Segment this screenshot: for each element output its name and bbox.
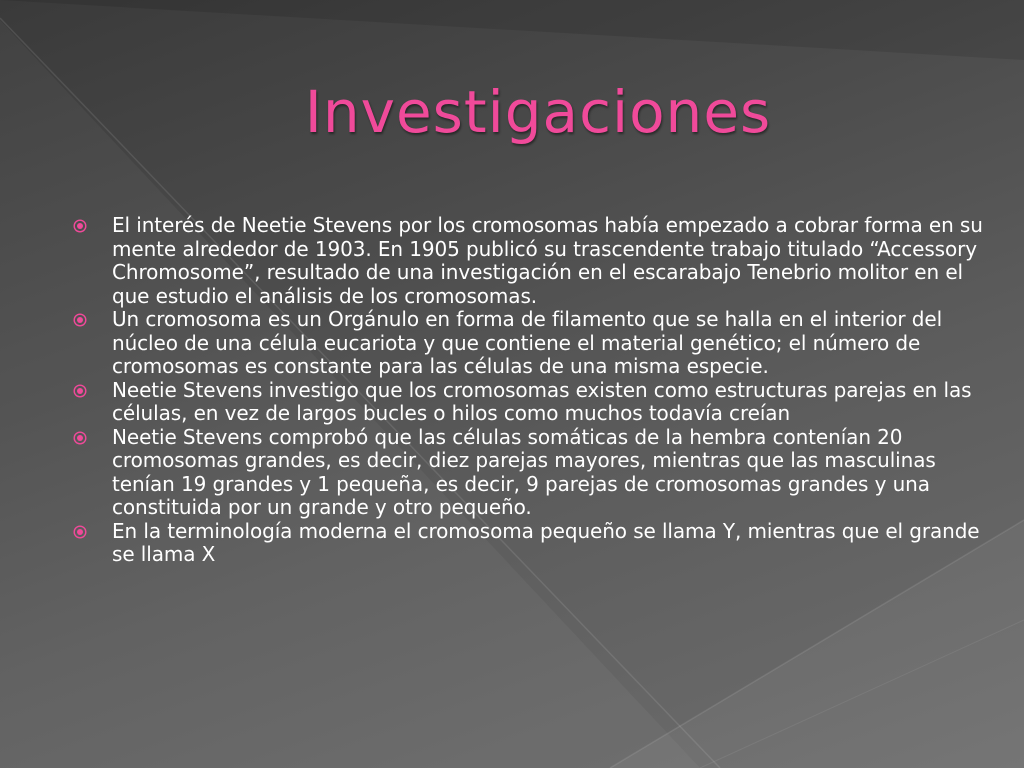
bullet-text: Neetie Stevens comprobó que las células somáticas de la hembra contenían 20 cromosomas grandes, es decir, diez parejas mayores, mientras que las masculinas tenían 19 grandes y 1 pequeña, es decir, 9 parejas de cromosomas grandes y una constituida por un grande y otro pequeño. xyxy=(112,424,936,519)
bullet-item xyxy=(68,426,988,520)
bullet-item xyxy=(68,214,988,308)
bullet-text: Neetie Stevens investigo que los cromosomas existen como estructuras parejas en las células, en vez de largos bucles o hilos como muchos todavía creían xyxy=(112,377,972,425)
bullet-text: Un cromosoma es un Orgánulo en forma de filamento que se halla en el interior del núcleo de una célula eucariota y que contiene el material genético; el número de cromosomas es constante para las células de una misma especie. xyxy=(112,307,943,378)
circle-dot-icon xyxy=(73,313,87,327)
circle-dot-icon xyxy=(73,431,87,445)
circle-dot-icon xyxy=(73,525,87,539)
bullet-item xyxy=(68,308,988,379)
bullet-text: El interés de Neetie Stevens por los cromosomas había empezado a cobrar forma en su mente alrededor de 1903. En 1905 publicó su trascendente trabajo titulado “Accessory Chromosome”, resultado de una investigación en el escarabajo Tenebrio molitor en el que estudio el análisis de los cromosomas. xyxy=(112,213,983,308)
bullet-list xyxy=(68,214,988,567)
bullet-item xyxy=(68,520,988,567)
circle-dot-icon xyxy=(73,384,87,398)
slide-title: Investigaciones xyxy=(304,78,772,146)
bullet-text: En la terminología moderna el cromosoma pequeño se llama Y, mientras que el grande se llama X xyxy=(112,518,980,566)
circle-dot-icon xyxy=(73,219,87,233)
bullet-item xyxy=(68,379,988,426)
